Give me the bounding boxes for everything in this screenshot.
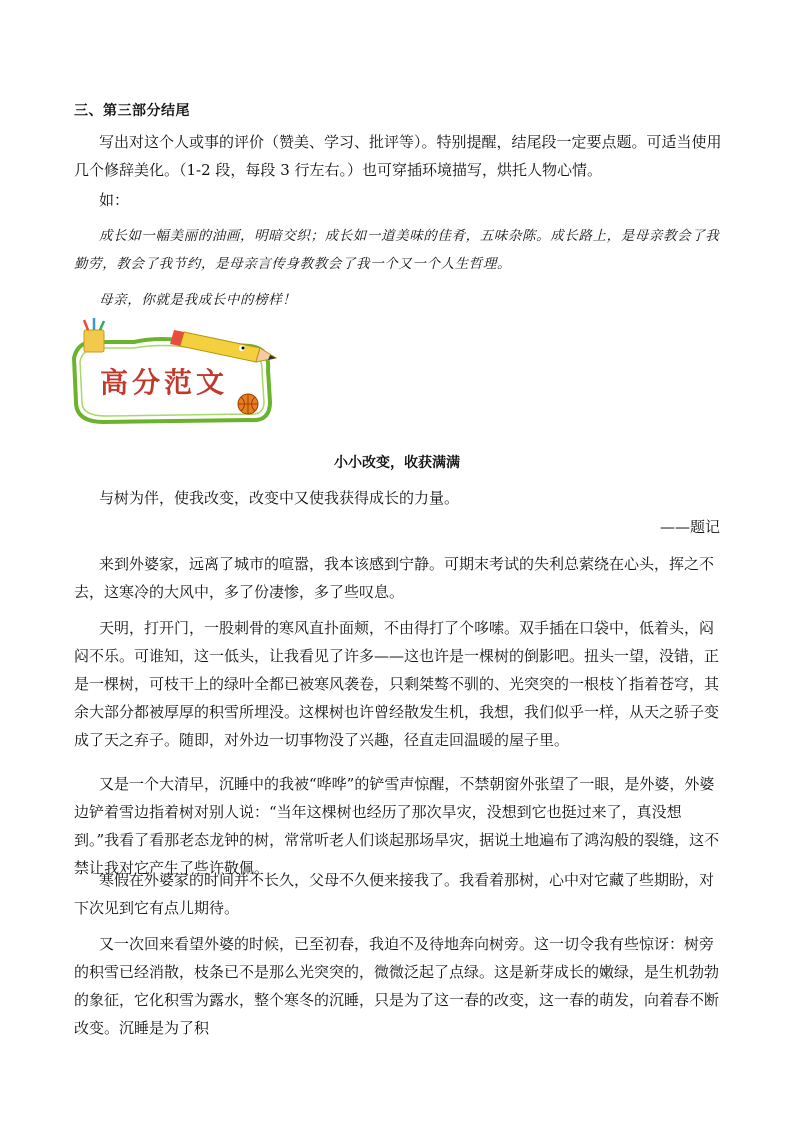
high-score-essay-badge xyxy=(64,318,284,430)
basketball-icon xyxy=(238,394,258,414)
example-label: 如： xyxy=(99,191,130,209)
essay-paragraph-1: 来到外婆家，远离了城市的喧嚣，我本该感到宁静。可期末考试的失利总萦绕在心头，挥之不去，这寒冷的大风中，多了份凄惨，多了些叹息。 xyxy=(74,555,715,601)
essay-epigraph: 与树为伴，使我改变，改变中又使我获得成长的力量。 xyxy=(99,489,460,507)
instruction-paragraph: 写出对这个人或事的评价（赞美、学习、批评等）。特别提醒，结尾段一定要点题。可适当使用几个修辞美化。（1-2 段，每段 3 行左右。）也可穿插环境描写，烘托人物心情。 xyxy=(74,133,722,179)
essay-paragraph-3: 又是一个大清早，沉睡中的我被“哗哗”的铲雪声惊醒，不禁朝窗外张望了一眼，是外婆，外婆边铲着雪边指着树对别人说：“当年这棵树也经历了那次旱灾，没想到它也挺过来了，真没想到。”我看了看那老态龙钟的树，常常听老人们谈起那场旱灾，据说土地遍布了鸿沟般的裂缝，这不禁让我对它产生了些许敬佩。 xyxy=(74,775,720,877)
svg-text:高分范文: 高分范文 xyxy=(99,366,229,399)
epigraph-signature: ——题记 xyxy=(659,518,720,536)
example-paragraph-1: 成长如一幅美丽的油画，明暗交织；成长如一道美味的佳肴，五味杂陈。成长路上，是母亲教会了我勤劳，教会了我节约，是母亲言传身教教会了我一个又一个人生哲理。 xyxy=(74,228,720,272)
essay-paragraph-4: 寒假在外婆家的时间并不长久，父母不久便来接我了。我看着那树，心中对它藏了些期盼，对下次见到它有点儿期待。 xyxy=(74,871,715,917)
section-title: 三、第三部分结尾 xyxy=(74,103,190,119)
essay-title: 小小改变，收获满满 xyxy=(334,455,460,471)
essay-paragraph-5: 又一次回来看望外婆的时候，已至初春，我迫不及待地奔向树旁。这一切令我有些惊讶：树旁的积雪已经消散，枝条已不是那么光突突的，微微泛起了点绿。这是新芽成长的嫩绿，是生机勃勃的象征，它化积雪为露水，整个寒冬的沉睡，只是为了这一春的改变，这一春的萌发，向着春不断改变。沉睡是为了积 xyxy=(74,935,720,1037)
essay-paragraph-2: 天明，打开门，一股刺骨的寒风直扑面颊，不由得打了个哆嗦。双手插在口袋中，低着头，闷闷不乐。可谁知，这一低头，让我看见了许多——这也许是一棵树的倒影吧。扭头一望，没错，正是一棵树，可枝干上的绿叶全都已被寒风袭卷，只剩桀骜不驯的、光突突的一根枝丫指着苍穹，其余大部分都被厚厚的积雪所埋没。这棵树也许曾经散发生机，我想，我们似乎一样，从天之骄子变成了天之弃子。随即，对外边一切事物没了兴趣，径直走回温暖的屋子里。 xyxy=(74,619,720,749)
example-paragraph-2: 母亲，你就是我成长中的榜样！ xyxy=(99,292,297,308)
pencil-cup-icon xyxy=(84,318,104,352)
